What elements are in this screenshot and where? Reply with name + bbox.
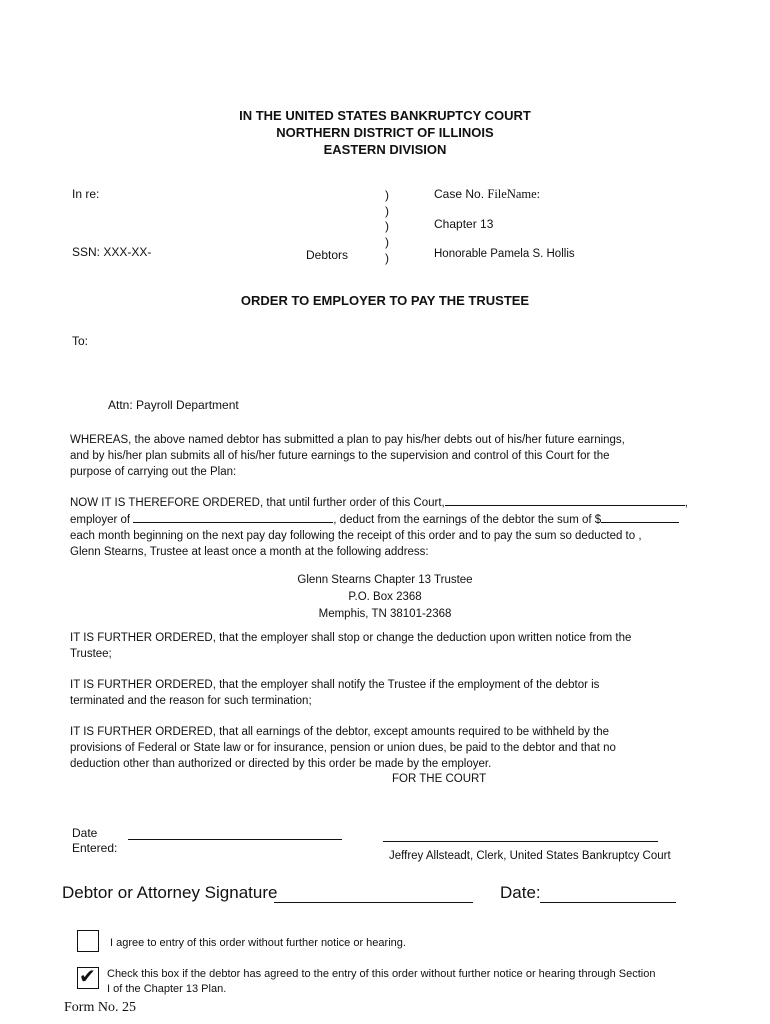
further-ordered-1 [70, 630, 710, 662]
checkmark-icon: ✔ [79, 964, 96, 988]
debtor-signature-label: Debtor or Attorney Signature [62, 883, 278, 902]
further-line: IT IS FURTHER ORDERED, that the employer shall stop or change the deduction upon written notice from the [70, 632, 632, 644]
whereas-paragraph [70, 432, 710, 480]
trustee-address-line: Memphis, TN 38101-2368 [318, 608, 452, 620]
agree-checkbox-label: I agree to entry of this order without further notice or hearing. [110, 937, 406, 949]
signature-date-line[interactable] [540, 902, 676, 903]
plan-agreement-line: I of the Chapter 13 Plan. [107, 983, 227, 995]
debtor-signature-line[interactable] [274, 902, 473, 903]
case-no-value: FileName: [487, 187, 541, 201]
caption-paren: ) [385, 219, 389, 233]
plan-agreement-checkbox[interactable] [77, 964, 99, 989]
clerk-name: Jeffrey Allsteadt, Clerk, United States Bankruptcy Court [389, 850, 671, 862]
caption-paren: ) [385, 188, 389, 202]
trustee-address-line: P.O. Box 2368 [348, 591, 422, 603]
in-re-label: In re: [72, 187, 100, 201]
order-title: ORDER TO EMPLOYER TO PAY THE TRUSTEE [240, 293, 530, 308]
signature-date-label: Date: [500, 883, 541, 902]
case-number [434, 187, 540, 202]
further-line: Trustee; [70, 648, 112, 660]
further-line: terminated and the reason for such termination; [70, 695, 312, 707]
further-ordered-3 [70, 724, 710, 772]
employer-of-blank[interactable] [133, 511, 333, 523]
chapter-label: Chapter 13 [434, 217, 494, 231]
trustee-address-line: Glenn Stearns Chapter 13 Trustee [297, 574, 473, 586]
further-ordered-2 [70, 677, 710, 709]
debtors-label: Debtors [306, 248, 349, 262]
further-line: provisions of Federal or State law or for insurance, pension or union dues, be paid to the debtor and that no [70, 742, 616, 754]
entered-label: Entered: [72, 841, 118, 855]
now-ordered-comma: , [684, 497, 688, 509]
date-label: Date [72, 826, 98, 840]
employer-name-blank[interactable] [445, 494, 685, 506]
now-ordered-paragraph [70, 494, 710, 560]
deduct-text: , deduct from the earnings of the debtor the sum of $ [333, 514, 602, 526]
date-entered-line[interactable] [128, 839, 342, 840]
form-number: Form No. 25 [64, 1000, 136, 1015]
caption-paren: ) [385, 235, 389, 249]
whereas-line: and by his/her plan submits all of his/her future earnings to the supervision and control of this Court for the [70, 450, 610, 462]
ssn-label: SSN: XXX-XX- [72, 245, 152, 259]
employer-of-label: employer of [70, 514, 131, 526]
to-label: To: [72, 334, 89, 348]
whereas-line: purpose of carrying out the Plan: [70, 466, 237, 478]
court-name: IN THE UNITED STATES BANKRUPTCY COURT [239, 108, 531, 123]
court-division: EASTERN DIVISION [323, 142, 447, 157]
plan-agreement-label [107, 967, 656, 997]
now-ordered-text: NOW IT IS THEREFORE ORDERED, that until further order of this Court, [70, 497, 445, 509]
now-ordered-line: each month beginning on the next pay day following the receipt of this order and to pay the sum so deducted to , [70, 530, 642, 542]
amount-blank[interactable] [601, 511, 679, 523]
attn-line: Attn: Payroll Department [108, 398, 239, 412]
whereas-line: WHEREAS, the above named debtor has submitted a plan to pay his/her debts out of his/her future earnings, [70, 434, 625, 446]
caption-paren: ) [385, 204, 389, 218]
plan-agreement-line: Check this box if the debtor has agreed to the entry of this order without further notice or hearing through Section [107, 968, 656, 980]
further-line: IT IS FURTHER ORDERED, that the employer shall notify the Trustee if the employment of the debtor is [70, 679, 600, 691]
court-district: NORTHERN DISTRICT OF ILLINOIS [276, 125, 494, 140]
judge-name: Honorable Pamela S. Hollis [434, 248, 575, 260]
caption-paren: ) [385, 251, 389, 265]
further-line: IT IS FURTHER ORDERED, that all earnings of the debtor, except amounts required to be withheld by the [70, 726, 610, 738]
now-ordered-line: Glenn Stearns, Trustee at least once a month at the following address: [70, 546, 429, 558]
for-the-court: FOR THE COURT [392, 773, 487, 785]
clerk-signature-line[interactable] [383, 841, 658, 842]
further-line: deduction other than authorized or directed by this order be made by the employer. [70, 758, 492, 770]
agree-checkbox[interactable] [77, 930, 99, 952]
case-no-label: Case No. [434, 187, 485, 201]
